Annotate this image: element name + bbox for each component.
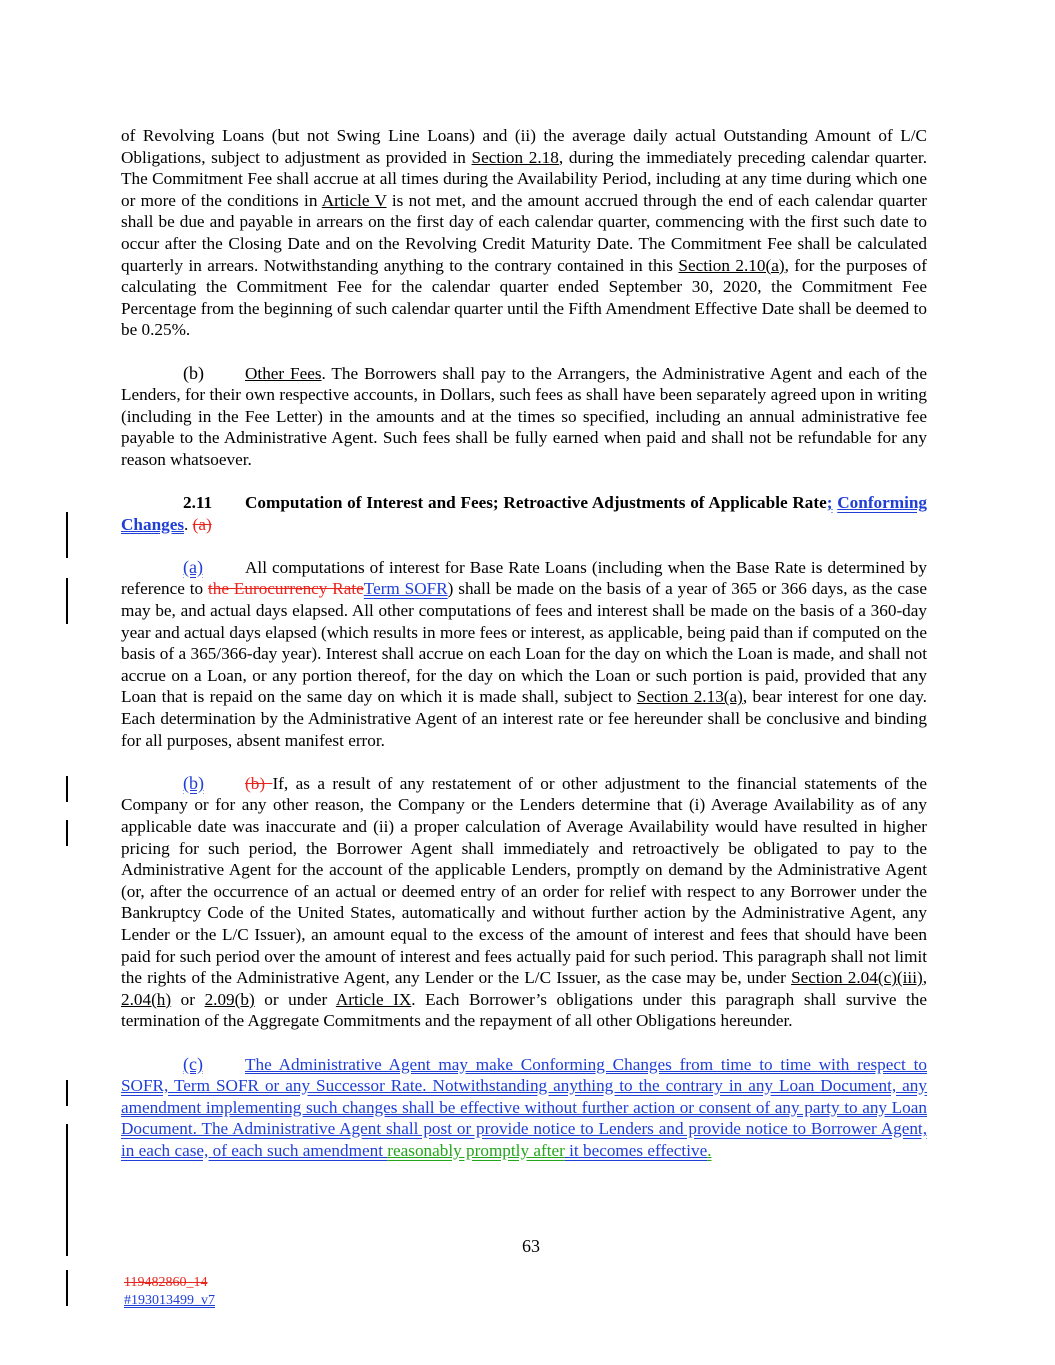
deleted-doc-id: 119482860_14: [124, 1275, 208, 1290]
inserted-doc-id: #193013499_v7: [124, 1293, 215, 1308]
inserted-text: Term SOFR: [363, 579, 448, 599]
document-page: [121, 125, 927, 1162]
change-bar: [66, 1270, 68, 1306]
inserted-title: Conforming Changes: [121, 493, 928, 534]
document-id-footer: [124, 1274, 215, 1310]
commitment-fee-paragraph: of Revolving Loans (but not Swing Line Loans) and (ii) the average daily actual Outstanding Amount of L/C Obligations, subject to adjustment as provided in Section 2.18, during the immediately preceding calendar quarter. The Commitment Fee shall accrue at all times during the Availability Period, including at any time during which one or more of the conditions in Article V is not met, and the amount accrued through the end of each calendar quarter shall be due and payable in arrears on the first day of each calendar quarter, commencing with the first such date to occur after the Closing Date and on the Revolving Credit Maturity Date. The Commitment Fee shall be calculated quarterly in arrears. Notwithstanding anything to the contrary contained in this Section 2.10(a), for the purposes of calculating the Commitment Fee for the calendar quarter ended September 30, 2020, the Commitment Fee Percentage from the beginning of such calendar quarter until the Fifth Amendment Effective Date shall be deemed to be 0.25%.: [121, 126, 928, 340]
deleted-label: (b): [245, 773, 273, 793]
moved-text: reasonably promptly after: [387, 1140, 565, 1160]
inserted-text: it becomes effective: [564, 1140, 708, 1160]
change-bar: [66, 512, 68, 558]
other-fees-paragraph: (b) Other Fees. The Borrowers shall pay to the Arrangers, the Administrative Agent and each of the Lenders, for their own respective accounts, in Dollars, such fees as shall have been separately agreed upon in writing (including in the Fee Letter) in the amounts and at the times so specified, including an annual administrative fee payable to the Administrative Agent. Such fees shall be fully earned when paid and shall not be refundable for any reason whatsoever.: [121, 362, 927, 469]
section-ref-2-13a: Section 2.13(a): [636, 687, 743, 707]
clause-label-b-new: (b): [183, 772, 204, 793]
section-number: 2.11: [183, 493, 213, 513]
page-number: 63: [522, 1236, 540, 1256]
section-ref-2-04ciii: Section 2.04(c)(iii): [791, 968, 923, 988]
change-bar: [66, 820, 68, 846]
paragraph-a: (a) All computations of interest for Base Rate Loans (including when the Base Rate is determined by reference to the Eurocurrency RateTerm SOFR) shall be made on the basis of a year of 365 or 366 days, as the case may be, and actual days elapsed. All other computations of fees and interest shall be made on the basis of a 360-day year and actual days elapsed (which results in more fees or interest, as applicable, being paid than if computed on the basis of a 365/366-day year). Interest shall accrue on each Loan for the day on which the Loan is made, and shall not accrue on a Loan, or any portion thereof, for the day on which the Loan or such portion is paid, provided that any Loan that is repaid on the same day on which it is made shall, subject to Section 2.13(a), bear interest for one day. Each determination by the Administrative Agent of an interest rate or fee hereunder shall be conclusive and binding for all purposes, absent manifest error.: [121, 556, 927, 750]
deleted-label: (a): [192, 514, 212, 534]
change-bar: [66, 578, 68, 624]
paragraph-b: (b) (b) If, as a result of any restatement of or other adjustment to the financial statements of the Company or for any other reason, the Company or the Lenders determine that (i) Average Availability as of any applicable date was inaccurate and (ii) a proper calculation of Average Availability would have resulted in higher pricing for such period, the Borrower Agent shall immediately and retroactively be obligated to pay to the Administrative Agent for the account of the applicable Lenders, promptly on demand by the Administrative Agent (or, after the occurrence of an actual or deemed entry of an order for relief with respect to any Borrower under the Bankruptcy Code of the United States, automatically and without further action by the Administrative Agent, any Lender or the L/C Issuer), an amount equal to the excess of the amount of interest and fees that should have been paid for such period over the amount of interest and fees actually paid for such period. This paragraph shall not limit the rights of the Administrative Agent, any Lender or the L/C Issuer, as the case may be, under Section 2.04(c)(iii), 2.04(h) or 2.09(b) or under Article IX. Each Borrower’s obligations under this paragraph shall survive the termination of the Aggregate Commitments and the repayment of all other Obligations hereunder.: [121, 772, 927, 1031]
article-ref-v: Article V: [321, 190, 387, 210]
clause-label-a: (a): [183, 556, 203, 577]
article-ref-ix: Article IX: [335, 989, 412, 1009]
paragraph-c: (c) The Administrative Agent may make Conforming Changes from time to time with respect to SOFR, Term SOFR or any Successor Rate. Notwithstanding anything to the contrary in any Loan Document, any amendment implementing such changes shall be effective without further action or consent of any party to any Loan Document. The Administrative Agent shall post or provide notice to Lenders and provide notice to Borrower Agent, in each case, of each such amendment reasonably promptly after it becomes effective.: [121, 1053, 927, 1160]
section-ref-2-09b: 2.09(b): [204, 989, 255, 1009]
section-ref-2-10a: Section 2.10(a): [678, 255, 785, 275]
change-bar: [66, 776, 68, 802]
change-bar: [66, 1124, 68, 1256]
section-ref-2-04h: 2.04(h): [121, 989, 172, 1009]
clause-label-b: (b): [183, 362, 204, 383]
deleted-text: the Eurocurrency Rate: [208, 579, 364, 599]
other-fees-heading: Other Fees: [245, 363, 322, 383]
section-title: Computation of Interest and Fees; Retroactive Adjustments of Applicable Rate: [245, 493, 827, 513]
section-ref-2-18: Section 2.18: [471, 147, 559, 167]
inserted-text: The Administrative Agent may make Conforming Changes from time to time with respect to SOFR, Term SOFR or any Successor Rate. Notwithstanding anything to the contrary in any Loan Document, any amendment implementing such changes shall be effective without further action or consent of any party to any Loan Document. The Administrative Agent shall post or provide notice to Lenders and provide notice to Borrower Agent, in each case, of each such amendment: [121, 1054, 927, 1160]
clause-label-c: (c): [183, 1053, 203, 1074]
inserted-semicolon: ;: [826, 493, 833, 513]
section-2-11-heading: 2.11 Computation of Interest and Fees; Retroactive Adjustments of Applicable Rate; Conforming Changes. (a): [121, 493, 928, 534]
change-bar: [66, 1080, 68, 1106]
